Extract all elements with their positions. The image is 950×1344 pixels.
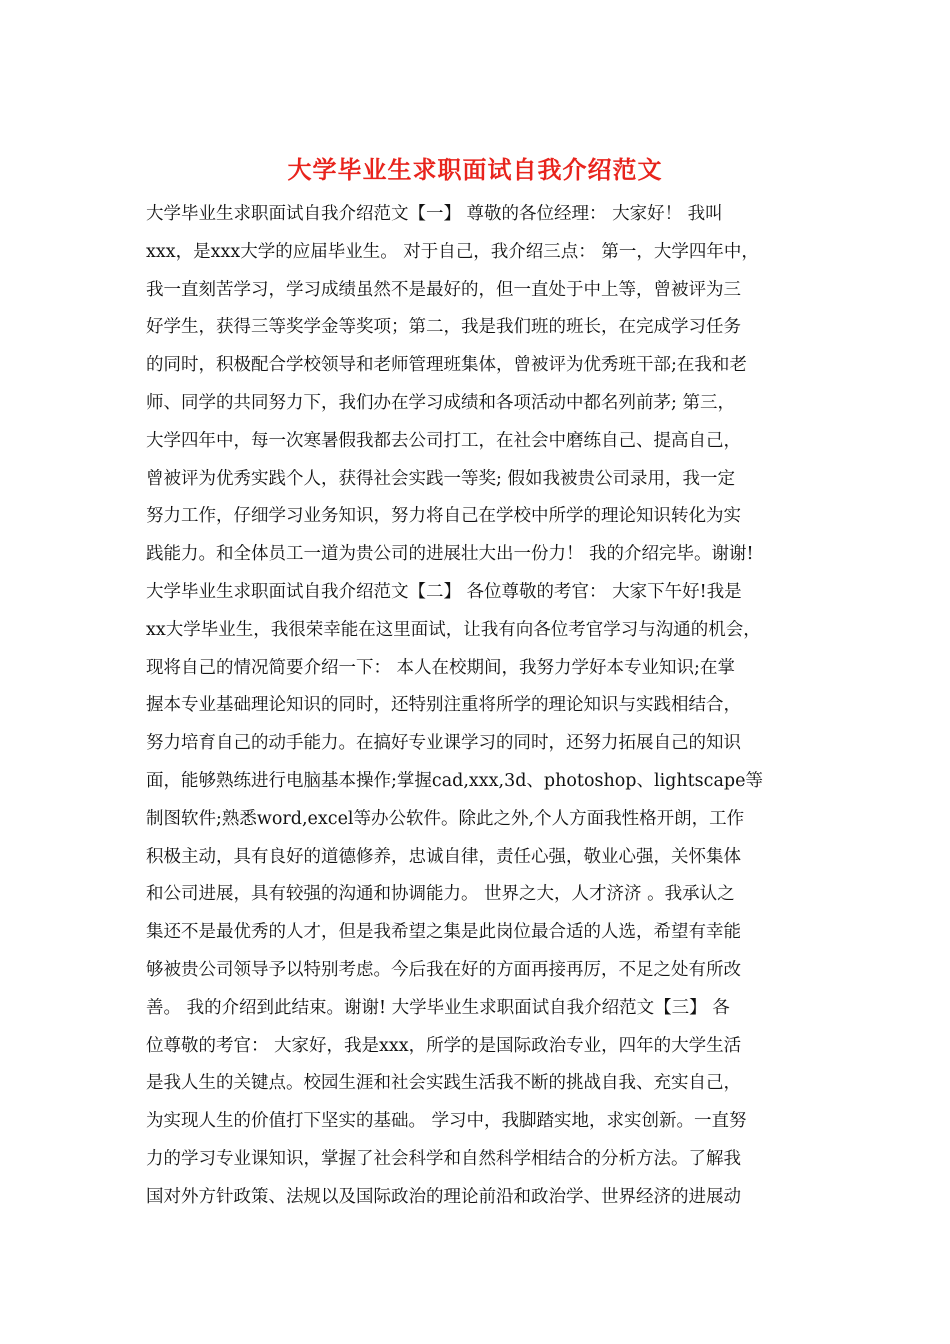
body-line: 握本专业基础理论知识的同时，还特别注重将所学的理论知识与实践相结合，: [146, 695, 741, 716]
body-line: 集还不是最优秀的人才，但是我希望之集是此岗位最合适的人选，希望有幸能: [146, 922, 741, 943]
body-line: 大学四年中，每一次寒暑假我都去公司打工，在社会中磨练自己、提高自己，: [146, 430, 741, 451]
body-line: 大学毕业生求职面试自我介绍范文【一】 尊敬的各位经理： 大家好！ 我叫: [146, 204, 723, 224]
body-line: xxx，是xxx大学的应届毕业生。 对于自己，我介绍三点： 第一，大学四年中，: [146, 241, 759, 262]
body-line: 现将自己的情况简要介绍一下： 本人在校期间，我努力学好本专业知识;在掌: [146, 657, 735, 678]
body-line: 面，能够熟练进行电脑基本操作;掌握cad,xxx,3d、photoshop、lightscape等: [146, 770, 763, 791]
body-line: 和公司进展，具有较强的沟通和协调能力。 世界之大，人才济济 。我承认之: [146, 884, 735, 905]
body-line: 力的学习专业课知识，掌握了社会科学和自然科学相结合的分析方法。了解我: [146, 1148, 741, 1169]
body-line: 够被贵公司领导予以特别考虑。今后我在好的方面再接再厉，不足之处有所改: [146, 959, 741, 980]
body-line: 曾被评为优秀实践个人，获得社会实践一等奖; 假如我被贵公司录用，我一定: [146, 468, 735, 489]
body-line: 积极主动，具有良好的道德修养，忠诚自律，责任心强，敬业心强，关怀集体: [146, 846, 741, 867]
body-line: 师、同学的共同努力下，我们办在学习成绩和各项活动中都名列前茅; 第三，: [146, 392, 735, 413]
body-line: 位尊敬的考官： 大家好，我是xxx，所学的是国际政治专业，四年的大学生活: [146, 1035, 742, 1056]
body-line: 我一直刻苦学习，学习成绩虽然不是最好的，但一直处于中上等，曾被评为三: [146, 279, 741, 300]
body-line: 善。 我的介绍到此结束。谢谢! 大学毕业生求职面试自我介绍范文【三】 各: [146, 997, 730, 1018]
body-line: 践能力。和全体员工一道为贵公司的进展壮大出一份力！ 我的介绍完毕。谢谢!: [146, 544, 754, 565]
body-line: 是我人生的关键点。校园生涯和社会实践生活我不断的挑战自我、充实自己，: [146, 1073, 741, 1094]
body-line: 国对外方针政策、法规以及国际政治的理论前沿和政治学、世界经济的进展动: [146, 1186, 741, 1207]
body-line: 努力工作，仔细学习业务知识，努力将自己在学校中所学的理论知识转化为实: [146, 506, 741, 527]
document-title: 大学毕业生求职面试自我介绍范文: [287, 155, 663, 184]
body-line: 大学毕业生求职面试自我介绍范文【二】 各位尊敬的考官： 大家下午好!我是: [146, 581, 742, 602]
body-line: 好学生，获得三等奖学金等奖项；第二，我是我们班的班长，在完成学习任务: [146, 317, 741, 338]
document-body: [146, 196, 816, 1217]
body-line: 努力培育自己的动手能力。在搞好专业课学习的同时，还努力拓展自己的知识: [146, 733, 741, 754]
body-line: xx大学毕业生，我很荣幸能在这里面试，让我有向各位考官学习与沟通的机会，: [146, 619, 761, 640]
body-line: 的同时，积极配合学校领导和老师管理班集体，曾被评为优秀班干部;在我和老: [146, 355, 747, 376]
body-line: 为实现人生的价值打下坚实的基础。 学习中，我脚踏实地，求实创新。一直努: [146, 1111, 747, 1132]
body-line: 制图软件;熟悉word,excel等办公软件。除此之外,个人方面我性格开朗，工作: [146, 808, 745, 829]
